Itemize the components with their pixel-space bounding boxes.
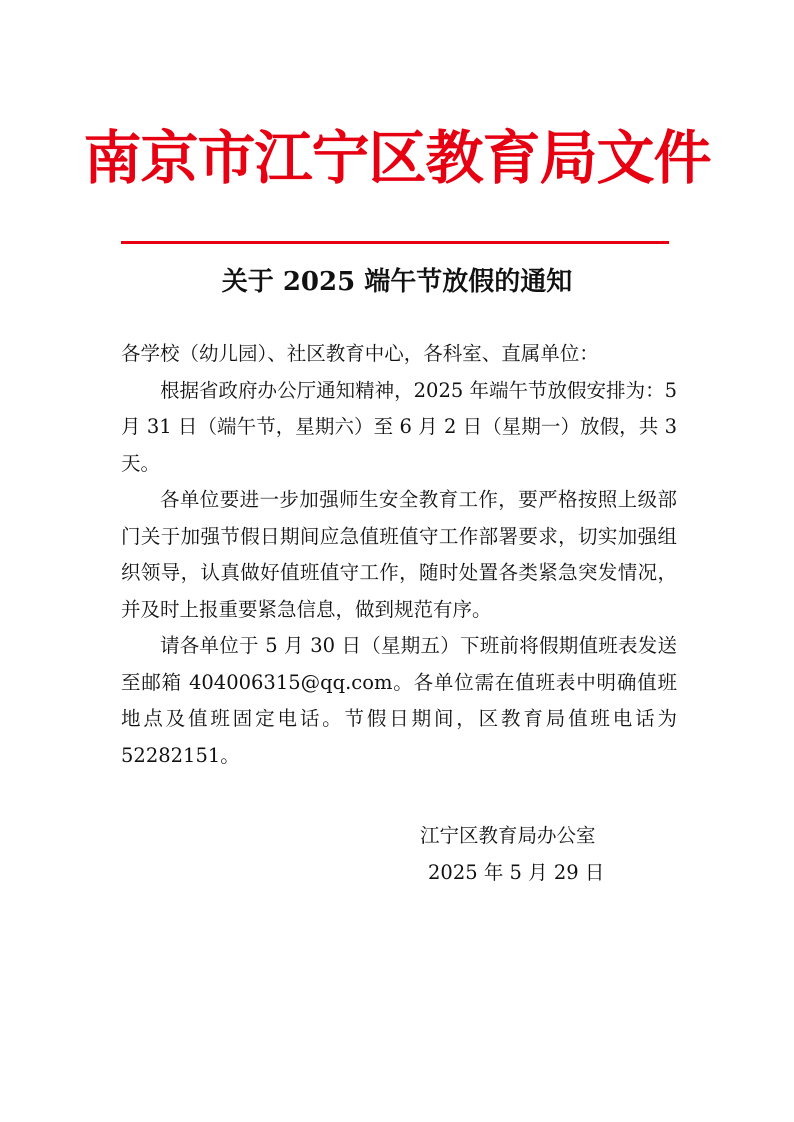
- paragraph-duty-roster: 请各单位于 5 月 30 日（星期五）下班前将假期值班表发送至邮箱 404006315@qq.com。各单位需在值班表中明确值班地点及值班固定电话。节假日期间，区教育局值班电话为 52282151。: [121, 634, 677, 767]
- paragraph-holiday-schedule: 根据省政府办公厅通知精神，2025 年端午节放假安排为：5 月 31 日（端午节，星期六）至 6 月 2 日（星期一）放假，共 3 天。: [121, 378, 677, 475]
- issuer-header-title: 南京市江宁区教育局文件: [83, 124, 711, 192]
- signature-date: 2025 年 5 月 29 日: [428, 860, 605, 884]
- paragraph-safety-requirements: 各单位要进一步加强师生安全教育工作，要严格按照上级部门关于加强节假日期间应急值班值守工作部署要求，切实加强组织领导，认真做好值班值守工作，随时处置各类紧急突发情况，并及时上报重要紧急信息，做到规范有序。: [121, 488, 677, 621]
- signature-office: 江宁区教育局办公室: [420, 824, 596, 847]
- signature-block: [420, 818, 680, 891]
- notice-title: 关于 2025 端午节放假的通知: [221, 267, 573, 297]
- red-divider-line: [121, 241, 669, 244]
- salutation: 各学校（幼儿园）、社区教育中心，各科室、直属单位：: [121, 342, 599, 365]
- notice-body: [121, 336, 677, 774]
